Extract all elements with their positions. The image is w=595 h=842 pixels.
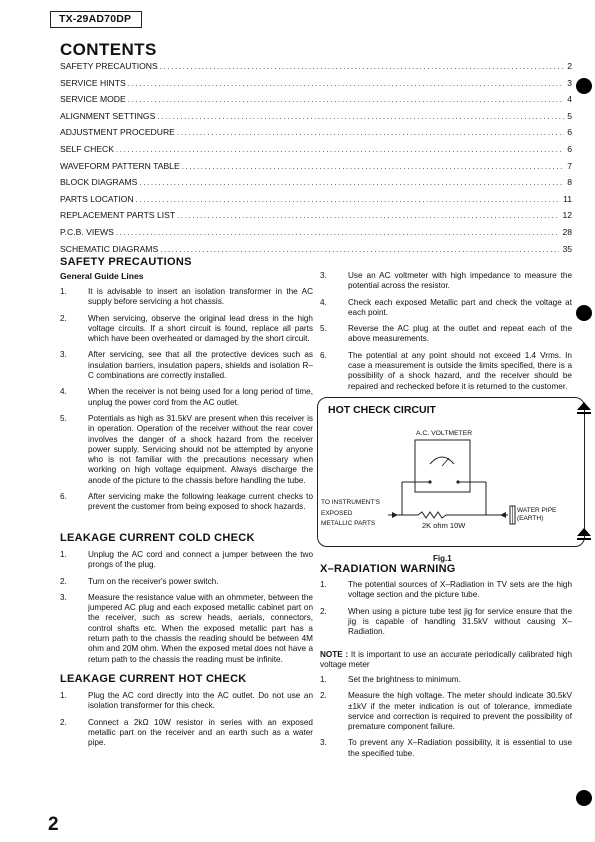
item-text: Potentials as high as 31.5kV are present when this receiver is in operation. Operation of the receiver without the rear cover involves the danger of a shock hazard from the receiver power supply. Servicing should not be attempted by anyone who is not familiar with the precautions necessary when working on high voltage equipment. Always discharge the anode of the picture to the chassis before handling the tube. [88,413,313,485]
leak-hot-title: LEAKAGE CURRENT HOT CHECK [60,673,247,685]
item-number: 2. [320,606,327,616]
leak-hot-list [60,691,313,754]
leak-cold-list [60,550,313,671]
guide-lines-subtitle: General Guide Lines [60,271,144,281]
safety-item [60,387,313,408]
item-number: 2. [320,691,327,701]
item-number: 3. [320,738,327,748]
toc-page: 8 [567,177,572,188]
hot-check-title: HOT CHECK CIRCUIT [328,404,436,416]
safety-title: SAFETY PRECAUTIONS [60,256,192,268]
item-number: 4. [60,387,67,397]
toc-label: SCHEMATIC DIAGRAMS [60,243,159,254]
toc-entry[interactable] [60,144,572,161]
toc-entry[interactable] [60,194,572,211]
item-number: 5. [320,324,327,334]
margin-arrow-icon [576,528,592,548]
toc-leader [160,62,564,71]
safety-item [60,287,313,308]
item-number: 1. [60,550,67,559]
xray-title: X–RADIATION WARNING [320,563,456,575]
toc-page: 4 [567,94,572,105]
toc-label: BLOCK DIAGRAMS [60,177,138,188]
item-number: 2. [60,313,67,323]
item-text: When using a picture tube test jig for service ensure that the jig is capable of handling 31.5kV without causing X–Radiation. [348,606,572,637]
figure-caption: Fig.1 [433,554,452,563]
hot-check-circuit-box [317,397,585,547]
toc-page: 2 [567,61,572,71]
metallic-parts-label: METALLIC PARTS [321,520,376,527]
toc-label: SERVICE MODE [60,94,126,105]
toc-entry[interactable] [60,94,572,111]
toc-page: 3 [567,77,572,88]
toc-entry[interactable] [60,61,572,78]
leak-cold-title: LEAKAGE CURRENT COLD CHECK [60,532,255,544]
toc-entry[interactable] [60,127,572,144]
toc-leader [136,195,561,204]
contents-title: CONTENTS [60,40,157,59]
margin-arrow-icon [576,402,592,422]
margin-dot [576,305,592,321]
toc-entry[interactable] [60,177,572,194]
hot-item [60,691,313,712]
hot-cont-item [320,298,572,319]
toc-page: 11 [563,193,572,204]
item-number: 1. [60,691,67,700]
note-text: It is important to use an accurate periodically calibrated high voltage meter [320,650,573,670]
toc-leader [128,95,564,104]
toc-label: P.C.B. VIEWS [60,226,114,237]
meter-dial [430,457,454,464]
item-text: Unplug the AC cord and connect a jumper between the two prongs of the plug. [88,550,313,570]
hot-item [60,718,313,749]
item-text: Plug the AC cord directly into the AC outlet. Do not use an isolation transformer for this check. [88,691,313,711]
toc-label: SELF CHECK [60,143,114,154]
item-text: The potential sources of X–Radiation in TV sets are the high voltage section and the picture tube. [348,580,572,600]
hot-cont-item [320,324,572,345]
meter-needle [442,458,449,466]
xray-item [320,607,572,638]
item-number: 4. [320,297,327,307]
cold-item [60,577,313,587]
xray-step-item [320,738,572,759]
safety-item [60,492,313,513]
item-text: Set the brightness to minimum. [348,675,461,684]
toc-leader [177,211,559,220]
toc-leader [128,79,564,88]
item-number: 3. [60,592,67,602]
xray-steps [320,675,572,765]
item-number: 2. [60,717,67,727]
toc-leader [157,112,564,121]
item-text: Connect a 2kΩ 10W resistor in series with an exposed metallic part on the receiver and an earth such as a water pipe. [88,717,313,748]
resistor-icon [418,512,446,518]
item-text: Check each exposed Metallic part and check the voltage at each point. [348,297,572,317]
toc-label: SERVICE HINTS [60,77,126,88]
toc-label: ADJUSTMENT PROCEDURE [60,127,175,138]
item-text: When the receiver is not being used for a long period of time, unplug the power cord from the AC outlet. [88,387,313,407]
toc-label: ALIGNMENT SETTINGS [60,110,156,121]
toc-entry[interactable] [60,161,572,178]
model-number: TX-29AD70DP [50,11,142,28]
toc-page: 35 [562,243,572,254]
toc-label: REPLACEMENT PARTS LIST [60,210,176,221]
item-number: 1. [60,287,67,296]
item-text: It is advisable to insert an isolation transformer in the AC supply before servicing a hot chassis. [88,287,313,307]
toc-entry[interactable] [60,227,572,244]
item-text: After servicing, see that all the protective devices such as insulation barriers, insulation papers, shields and isolation R–C combinations are correctly installed. [88,350,313,381]
xray-item [320,580,572,601]
toc-label: SAFETY PRECAUTIONS [60,61,158,71]
toc-leader [182,162,565,171]
xray-step-item [320,691,572,732]
item-text: Measure the high voltage. The meter should indicate 30.5kV ±1kV if the meter indication is out of tolerance, immediate service and correction is required to prevent the possibility of premature component failure. [348,691,572,732]
item-number: 5. [60,413,67,423]
toc-page: 6 [567,127,572,138]
toc-leader [177,128,564,137]
toc-page: 12 [562,210,572,221]
item-text: Reverse the AC plug at the outlet and repeat each of the above measurements. [348,324,572,344]
item-text: Turn on the receiver's power switch. [88,576,219,586]
hot-cont-item [320,351,572,392]
toc-page: 7 [567,160,572,171]
to-instruments-label: TO INSTRUMENT'S [321,499,380,506]
earth-label: (EARTH) [517,515,544,522]
toc-leader [116,145,564,154]
page-number: 2 [48,814,59,835]
toc-entry[interactable] [60,210,572,227]
voltmeter-label: A.C. VOLTMETER [416,430,473,437]
item-text: When servicing, observe the original lead dress in the high voltage circuits. If a short circuit is found, replace all parts which have been overheated or damaged by the short circuit. [88,313,313,344]
toc-page: 6 [567,143,572,154]
item-text: The potential at any point should not exceed 1.4 Vrms. In case a measurement is outside the limits specified, there is a possibility of a shock hazard, and the receiver should be repaired and rechecked before it is returned to the customer. [348,350,572,391]
item-number: 3. [60,350,67,360]
resistor-label: 2K ohm 10W [422,521,466,530]
item-text: Use an AC voltmeter with high impedance to measure the potential across the resistor. [348,271,572,291]
margin-dot [576,790,592,806]
hot-cont-item [320,271,572,292]
toc-leader [116,228,560,237]
toc-label: WAVEFORM PATTERN TABLE [60,160,180,171]
table-of-contents [60,61,572,260]
item-number: 1. [320,675,327,684]
safety-item [60,414,313,486]
note-label: NOTE : [320,650,349,659]
xray-list [320,580,572,643]
item-number: 3. [320,271,327,280]
water-pipe-label: WATER PIPE [517,507,557,514]
item-text: To prevent any X–Radiation possibility, it is essential to use the specified tube. [348,738,572,758]
exposed-label: EXPOSED [321,510,353,517]
toc-label: PARTS LOCATION [60,193,134,204]
toc-entry[interactable] [60,78,572,95]
toc-page: 5 [567,110,572,121]
xray-step-item [320,675,572,685]
item-number: 6. [320,350,327,360]
margin-dot [576,78,592,94]
safety-item [60,314,313,345]
cold-item [60,550,313,571]
cold-item [60,593,313,665]
right-list [320,271,572,398]
xray-note [320,650,572,677]
item-number: 2. [60,576,67,586]
item-text: After servicing make the following leakage current checks to prevent the customer from being exposed to shock hazards. [88,492,313,512]
toc-page: 28 [562,226,572,237]
item-number: 6. [60,492,67,502]
item-text: Measure the resistance value with an ohmmeter, between the jumpered AC plug and each exposed metallic cabinet part on the receiver, such as screw heads, aerials, connectors, control shafts etc. When the exposed metallic part has a return path to the chassis the reading should be between 4M ohm and 20M ohm. When the exposed metal does not have a return path to the chassis the reading must be infinite. [88,592,313,664]
toc-entry[interactable] [60,111,572,128]
safety-list [60,287,313,519]
safety-item [60,350,313,381]
toc-leader [139,178,564,187]
toc-leader [160,245,559,254]
item-number: 1. [320,580,327,589]
